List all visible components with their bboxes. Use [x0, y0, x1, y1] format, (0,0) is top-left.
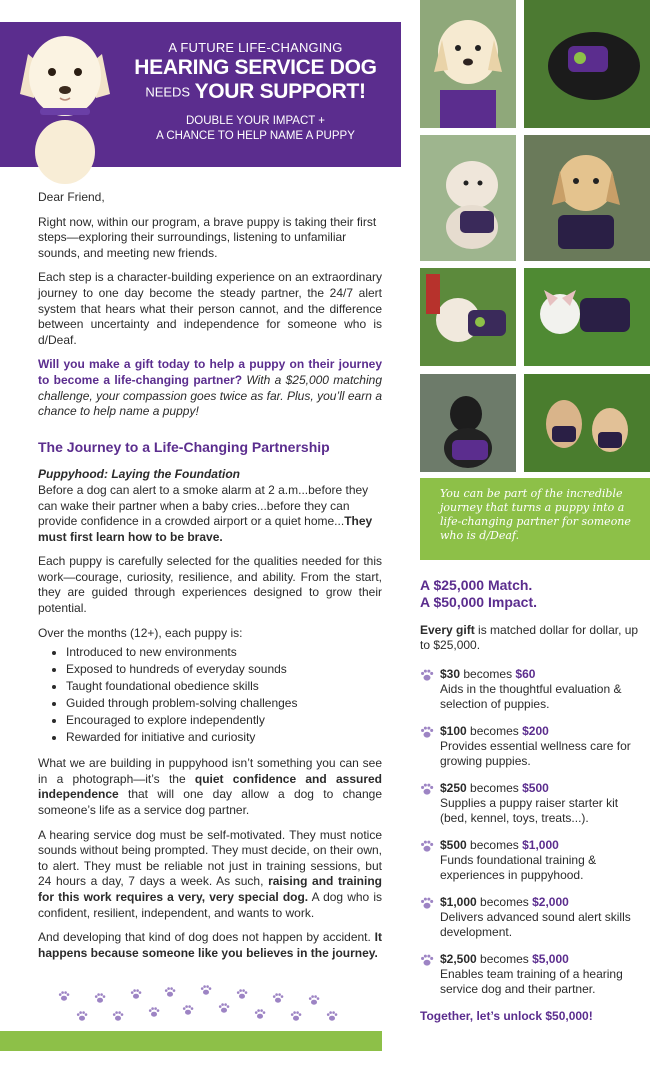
match-title [420, 577, 645, 611]
gift-tier [420, 667, 645, 712]
gift-amount: $100 [440, 724, 467, 738]
paragraph-6: Over the months (12+), each puppy is: [38, 625, 243, 640]
list-item: • Exposed to hundreds of everyday sounds [66, 661, 382, 678]
paragraph-7-b: that will one day allow a dog to change someone’s life as a service dog partner. [38, 787, 382, 818]
paragraph-8-bold: raising and training for this work requires a very, very special dog. [38, 874, 382, 904]
gift-tier-description: Supplies a puppy raiser starter kit (bed, kennel, toys, treats...). [440, 796, 619, 825]
list-item: • Introduced to new environments [66, 644, 382, 661]
paragraph-7-a: What we are building in puppyhood isn’t something you can see in a photograph—it’s the [38, 756, 382, 786]
gift-tier-amounts [440, 895, 645, 910]
matched-amount: $1,000 [522, 838, 559, 852]
puppy-photo [420, 268, 516, 366]
paw-print-decoration [50, 980, 350, 1028]
paragraph-4-text: Before a dog can alert to a smoke alarm at 2 a.m...before they can wake their partner when a baby cries...before they can provide confidence in a crowded airport or a quiet home... [38, 482, 369, 529]
paw-print-icon [420, 839, 434, 852]
paragraph-7-bold: quiet confidence and assured independence [38, 771, 382, 802]
gift-amount: $2,500 [440, 952, 477, 966]
gift-tier-description: Aids in the thoughtful evaluation & selection of puppies. [440, 682, 622, 711]
banner-subtitle [118, 114, 393, 144]
section-subheading: Puppyhood: Laying the Foundation [38, 467, 240, 482]
puppy-photo [420, 135, 516, 261]
gift-amount: $30 [440, 667, 461, 681]
letter-body [38, 190, 382, 970]
gift-tier-description: Enables team training of a hearing service dog and their partner. [440, 967, 623, 996]
puppy-photo [524, 268, 650, 366]
paragraph-8-b: A dog who is confident, resilient, independent, and wants to work. [38, 890, 383, 920]
banner-line-2: HEARING SERVICE DOG [134, 56, 377, 79]
becomes-label: becomes [470, 724, 519, 738]
match-intro [420, 623, 645, 653]
banner-your-support: YOUR SUPPORT! [194, 80, 366, 103]
list-item: • Encouraged to explore independently [66, 712, 382, 729]
paragraph-5: Each puppy is carefully selected for the qualities needed for this work—courage, curiosity, resilience, and ability. From the start, they are guided through experiences designed to grow their potential. [38, 554, 382, 616]
paragraph-4 [38, 483, 382, 545]
puppy-photo-grid [420, 0, 650, 472]
paw-print-icon [420, 782, 434, 795]
list-item: • Rewarded for initiative and curiosity [66, 729, 382, 746]
section-heading: The Journey to a Life-Changing Partnership [38, 438, 330, 455]
gift-tier [420, 781, 645, 826]
gift-tier [420, 724, 645, 769]
match-sidebar [420, 577, 645, 1024]
gift-tier [420, 895, 645, 940]
footer-green-bar [0, 1031, 382, 1051]
becomes-label: becomes [470, 781, 519, 795]
gift-tier [420, 952, 645, 997]
becomes-label: becomes [480, 895, 529, 909]
gift-amount: $500 [440, 838, 467, 852]
match-title-1: A $25,000 Match. [420, 577, 533, 593]
paragraph-4-bold: They must first learn how to be brave. [38, 514, 373, 544]
puppy-photo [524, 0, 650, 128]
match-intro-bold: Every gift [420, 623, 475, 637]
gift-amount: $250 [440, 781, 467, 795]
callout-text: You can be part of the incredible journey that turns a puppy into a life-changing partner for someone who is d/Deaf. [440, 487, 631, 542]
paragraph-2: Each step is a character-building experience on an extraordinary journey to one day become the steady partner, the 24/7 alert system that hears what their person cannot, and the difference between uncertainty and independence for someone who is d/Deaf. [38, 270, 382, 347]
callout-box [420, 478, 650, 560]
match-intro-rest: is matched dollar for dollar, up to $25,000. [420, 623, 639, 652]
match-footer: Together, let’s unlock $50,000! [420, 1009, 593, 1023]
paragraph-3 [38, 357, 382, 419]
gift-tier-amounts [440, 952, 645, 967]
paragraph-1: Right now, within our program, a brave puppy is taking their first steps—exploring their surroundings, listening to unfamiliar sounds, and meeting new friends. [38, 214, 377, 260]
paw-print-icon [420, 668, 434, 681]
gift-amount: $1,000 [440, 895, 477, 909]
puppy-photo [524, 374, 650, 472]
banner-line-1: A FUTURE LIFE-CHANGING [168, 40, 343, 55]
puppy-skills-list [38, 644, 382, 746]
banner-line-3 [118, 80, 393, 104]
paw-print-icon [420, 896, 434, 909]
paragraph-8-a: A hearing service dog must be self-motivated. They must notice sounds without being prompted. They must decide, on their own, to alert. They must be reliable not just in training sessions, but 24 hours a day, 7 days a week. As such, [38, 827, 382, 889]
paragraph-8 [38, 828, 382, 922]
paragraph-9 [38, 930, 382, 961]
matched-amount: $60 [515, 667, 536, 681]
paw-print-icon [420, 725, 434, 738]
puppy-photo [10, 24, 120, 184]
banner-headline [118, 40, 393, 144]
puppy-photo [420, 374, 516, 472]
ask-bold: Will you make a gift today to help a puppy on their journey to become a life-changing partner? [38, 357, 382, 387]
banner-needs: NEEDS [145, 84, 191, 100]
matched-amount: $200 [522, 724, 549, 738]
puppy-photo [420, 0, 516, 128]
paragraph-9-bold: It happens because someone like you believes in the journey. [38, 930, 382, 960]
gift-tier-amounts [440, 838, 645, 853]
banner-sub-1: DOUBLE YOUR IMPACT + [186, 115, 325, 127]
matched-amount: $2,000 [532, 895, 569, 909]
puppy-photo [524, 135, 650, 261]
gift-tier-amounts [440, 667, 645, 682]
matched-amount: $500 [522, 781, 549, 795]
banner-sub-2: A CHANCE TO HELP NAME A PUPPY [156, 130, 355, 142]
matched-amount: $5,000 [532, 952, 569, 966]
list-item: • Taught foundational obedience skills [66, 678, 382, 695]
becomes-label: becomes [480, 952, 529, 966]
gift-tier [420, 838, 645, 883]
list-item: • Guided through problem-solving challenges [66, 695, 382, 712]
gift-tier-amounts [440, 781, 645, 796]
gift-tier-amounts [440, 724, 645, 739]
gift-tier-description: Funds foundational training & experiences in puppyhood. [440, 853, 597, 882]
paragraph-9-a: And developing that kind of dog does not happen by accident. [38, 930, 375, 945]
becomes-label: becomes [463, 667, 513, 681]
gift-tier-description: Provides essential wellness care for growing puppies. [440, 739, 631, 768]
paragraph-7 [38, 756, 382, 818]
greeting: Dear Friend, [38, 190, 105, 204]
header-banner [0, 22, 401, 167]
match-title-2: A $50,000 Impact. [420, 594, 537, 610]
gift-tier-description: Delivers advanced sound alert skills development. [440, 910, 631, 939]
ask-italic: With a $25,000 matching challenge, your compassion goes twice as far. Plus, you’ll earn a chance to help name a puppy! [38, 372, 382, 419]
becomes-label: becomes [470, 838, 519, 852]
paw-print-icon [420, 953, 434, 966]
